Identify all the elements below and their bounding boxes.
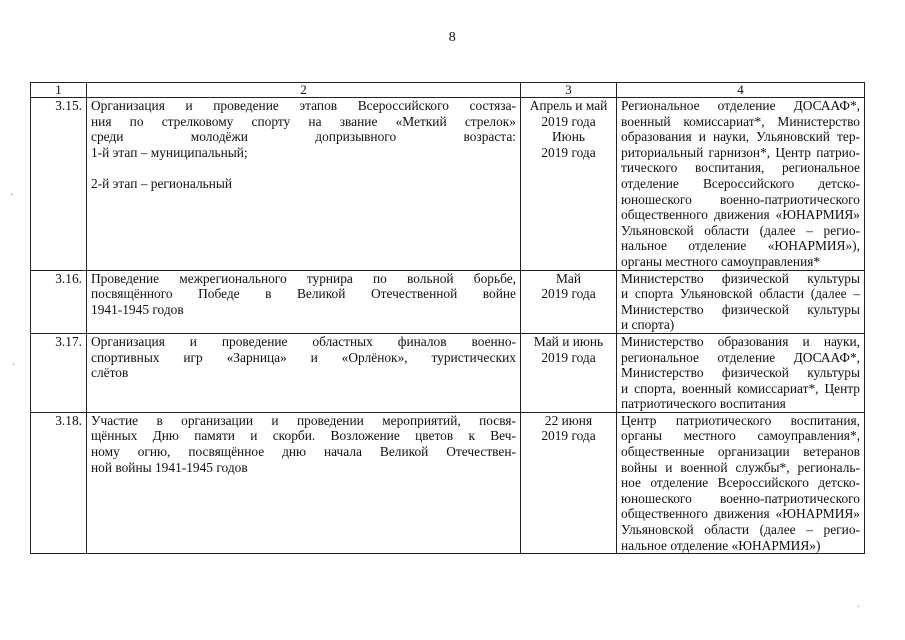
row-number: 3.18. <box>31 412 87 553</box>
responsible-parties <box>617 98 865 271</box>
event-term-line: 2019 года <box>541 349 596 365</box>
responsible-parties-line: нальное отделение «ЮНАРМИЯ»), <box>621 238 860 254</box>
event-description-line: спортивных игр «Зарница» и «Орлёнок», туристических <box>91 349 516 365</box>
table-header-row <box>31 83 865 98</box>
event-description-line: Организация и проведение этапов Всероссийского состяза- <box>91 98 516 113</box>
event-description-line: Проведение межрегионального турнира по вольной борьбе, <box>91 270 516 286</box>
responsible-parties-line: юношеского военно-патриотического <box>621 191 860 207</box>
responsible-parties-line: военный комиссариат*, Министерство <box>621 113 860 129</box>
column-header-4: 4 <box>617 83 865 98</box>
responsible-parties-line: органы местного самоуправления* <box>621 253 821 269</box>
column-header-3: 3 <box>521 83 617 98</box>
responsible-parties-line: риториальный гарнизон*, Центр патрио- <box>621 144 860 160</box>
responsible-parties-line: и спорта) <box>621 317 675 333</box>
event-description-line: слётов <box>91 365 129 381</box>
responsible-parties-line: и спорта Ульяновской области (далее – <box>621 286 860 302</box>
plan-table <box>30 82 865 554</box>
responsible-parties-line: ное отделение Всероссийского детско- <box>621 475 860 491</box>
scan-speck: · <box>10 190 14 201</box>
event-term <box>521 270 617 333</box>
page-number: 8 <box>448 30 457 45</box>
event-description-line: посвящённого Победе в Великой Отечественной войне <box>91 286 516 302</box>
responsible-parties-line: нальное отделение «ЮНАРМИЯ») <box>621 537 821 553</box>
event-term-line: 22 июня <box>544 412 593 428</box>
row-number: 3.17. <box>31 333 87 412</box>
event-term-line: 2019 года <box>541 113 596 129</box>
event-description <box>87 270 521 333</box>
responsible-parties-line: органы местного самоуправления*, <box>621 428 860 444</box>
event-term-line: Май <box>555 270 582 286</box>
responsible-parties-line: юношеского военно-патриотического <box>621 490 860 506</box>
column-header-2: 2 <box>87 83 521 98</box>
row-number: 3.15. <box>31 98 87 271</box>
responsible-parties-line: Региональное отделение ДОСААФ*, <box>621 98 860 113</box>
event-description-line <box>91 160 516 176</box>
table-row <box>31 98 865 271</box>
responsible-parties-line: Ульяновской области (далее – регио- <box>621 522 860 538</box>
event-description-line: 1-й этап – муниципальный; <box>91 144 248 160</box>
event-term <box>521 412 617 553</box>
event-description <box>87 98 521 271</box>
responsible-parties-line: Министерство физической культуры <box>621 270 860 286</box>
responsible-parties-line: и спорта, военный комиссариат*, Центр <box>621 380 860 396</box>
table-row <box>31 333 865 412</box>
responsible-parties-line: Ульяновской области (далее – регио- <box>621 222 860 238</box>
scan-speck: · <box>12 360 16 371</box>
event-description-line: ния по стрелковому спорту на звание «Меткий стрелок» <box>91 113 516 129</box>
table-row <box>31 412 865 553</box>
row-number: 3.16. <box>31 270 87 333</box>
event-description-line: Участие в организации и проведении мероприятий, посвя- <box>91 412 516 428</box>
responsible-parties-line: отделение Всероссийского детско- <box>621 175 860 191</box>
responsible-parties-line: образования и науки, Ульяновский тер- <box>621 129 860 145</box>
event-description-line: ному огню, посвящённое дню начала Великой Отечествен- <box>91 444 516 460</box>
event-description <box>87 412 521 553</box>
responsible-parties-line: Министерство физической культуры <box>621 301 860 317</box>
responsible-parties-line: общественного движения «ЮНАРМИЯ» <box>621 506 860 522</box>
responsible-parties-line: общественного движения «ЮНАРМИЯ» <box>621 207 860 223</box>
event-term-line: Июнь <box>552 129 585 145</box>
responsible-parties <box>617 270 865 333</box>
responsible-parties <box>617 333 865 412</box>
event-description-line: щённых Дню памяти и скорби. Возложение цветов к Веч- <box>91 428 516 444</box>
event-term-line: Май и июнь <box>533 333 604 349</box>
scan-speck: · <box>857 602 861 613</box>
event-description-line: ной войны 1941-1945 годов <box>91 459 248 475</box>
responsible-parties-line: патриотического воспитания <box>621 396 786 412</box>
responsible-parties-line: Министерство физической культуры <box>621 365 860 381</box>
responsible-parties-line: Центр патриотического воспитания, <box>621 412 860 428</box>
event-term-line: 2019 года <box>541 428 596 444</box>
event-term <box>521 333 617 412</box>
event-description-line: 1941-1945 годов <box>91 301 184 317</box>
event-description-line: среди молодёжи допризывного возраста: <box>91 129 516 145</box>
responsible-parties-line: Министерство образования и науки, <box>621 333 860 349</box>
event-term-line: 2019 года <box>541 286 596 302</box>
responsible-parties <box>617 412 865 553</box>
column-header-1: 1 <box>31 83 87 98</box>
event-term-line: Апрель и май <box>529 98 608 113</box>
responsible-parties-line: общественные организации ветеранов <box>621 444 860 460</box>
event-term <box>521 98 617 271</box>
responsible-parties-line: войны и военной службы*, региональ- <box>621 459 860 475</box>
event-term-line: 2019 года <box>541 144 596 160</box>
table-row <box>31 270 865 333</box>
responsible-parties-line: тического воспитания, региональное <box>621 160 860 176</box>
responsible-parties-line: региональное отделение ДОСААФ*, <box>621 349 860 365</box>
event-description <box>87 333 521 412</box>
event-description-line: 2-й этап – региональный <box>91 175 233 191</box>
event-description-line: Организация и проведение областных финалов военно- <box>91 333 516 349</box>
